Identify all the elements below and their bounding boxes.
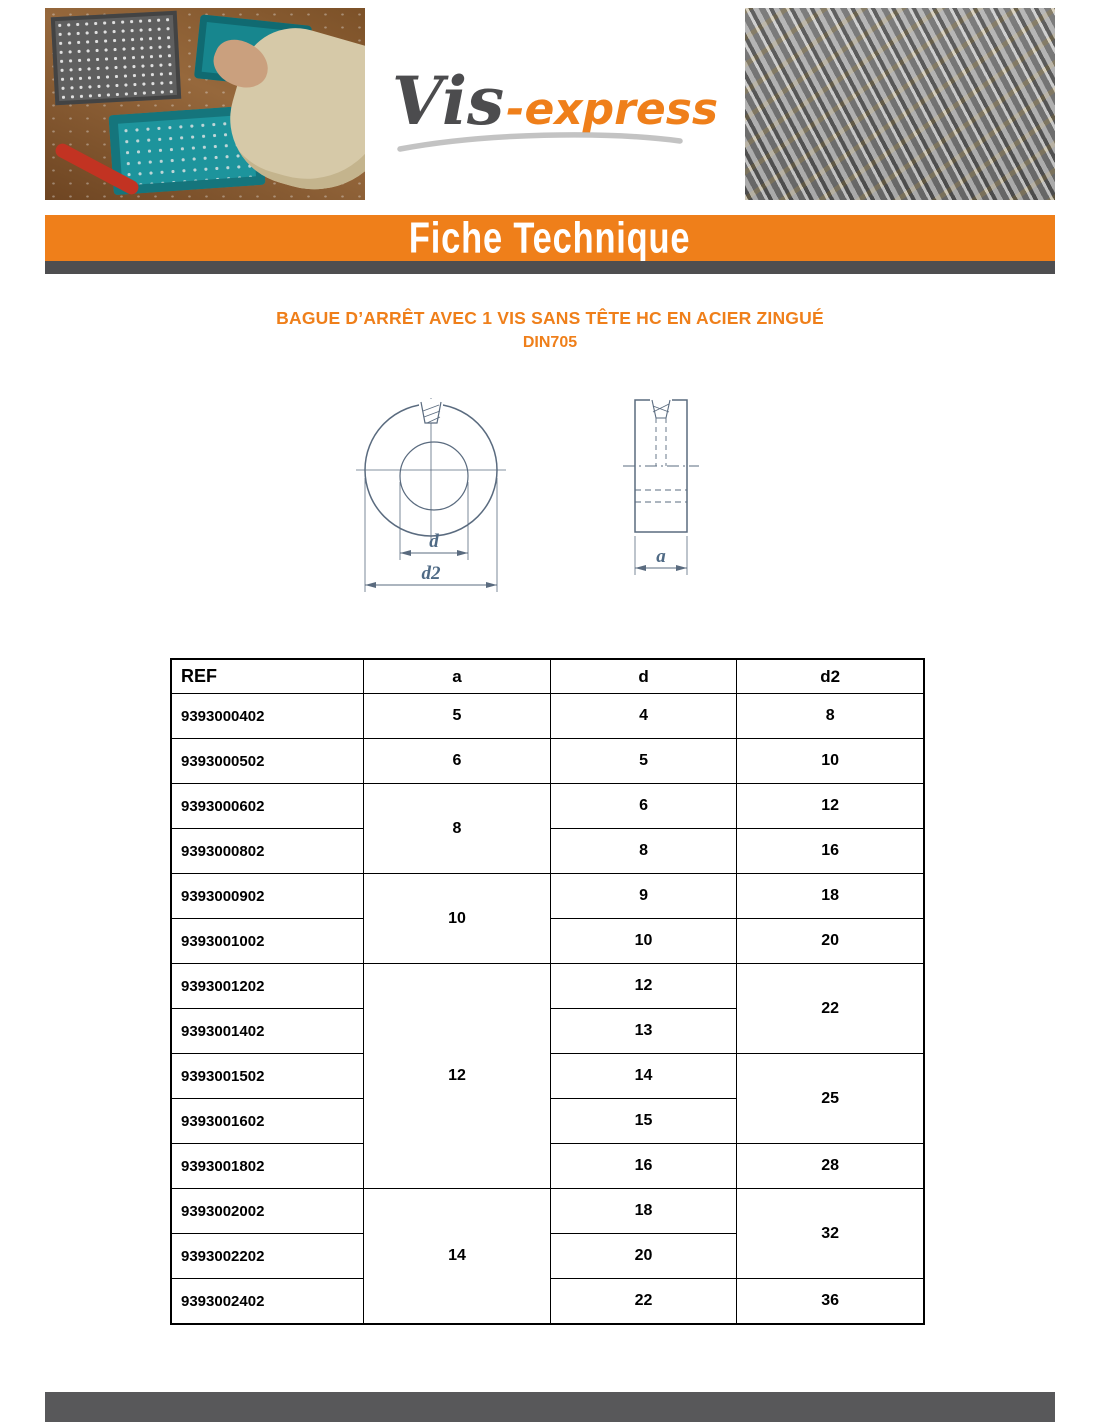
a-cell: 8 (364, 784, 551, 874)
table-row (171, 784, 924, 829)
header (45, 8, 1055, 200)
col-header-d2: d2 (737, 659, 924, 694)
ref-cell: 9393001202 (171, 964, 364, 1009)
doc-title (0, 305, 1100, 355)
logo-express: -express (506, 84, 719, 135)
d2-cell: 20 (737, 919, 924, 964)
table-row (171, 694, 924, 739)
ref-cell: 9393001602 (171, 1099, 364, 1144)
technical-drawing (270, 370, 740, 610)
ref-cell: 9393002202 (171, 1234, 364, 1279)
d2-cell: 25 (737, 1054, 924, 1144)
dim-d2-label: d2 (421, 563, 441, 584)
d-cell: 18 (550, 1189, 737, 1234)
ref-cell: 9393000502 (171, 739, 364, 784)
footer-bar (45, 1392, 1055, 1422)
d2-cell: 10 (737, 739, 924, 784)
screws-photo (745, 8, 1055, 200)
d2-cell: 8 (737, 694, 924, 739)
banner (45, 215, 1055, 261)
logo (365, 8, 745, 200)
a-cell: 10 (364, 874, 551, 964)
dim-a-label: a (656, 546, 666, 567)
d-cell: 8 (550, 829, 737, 874)
d-cell: 5 (550, 739, 737, 784)
col-header-d: d (550, 659, 737, 694)
ref-cell: 9393001002 (171, 919, 364, 964)
collar-bore-circle (400, 442, 468, 510)
ref-cell: 9393002002 (171, 1189, 364, 1234)
table-row (171, 739, 924, 784)
d-cell: 14 (550, 1054, 737, 1099)
d-cell: 15 (550, 1099, 737, 1144)
ref-cell: 9393000602 (171, 784, 364, 829)
logo-wordmark (391, 62, 719, 140)
table-row (171, 1189, 924, 1234)
logo-swoosh-icon (390, 130, 690, 154)
table-row (171, 964, 924, 1009)
d-cell: 12 (550, 964, 737, 1009)
ref-cell: 9393000902 (171, 874, 364, 919)
ref-cell: 9393002402 (171, 1279, 364, 1325)
a-cell: 14 (364, 1189, 551, 1325)
ref-cell: 9393000802 (171, 829, 364, 874)
din-reference: DIN705 (522, 334, 578, 351)
d-cell: 9 (550, 874, 737, 919)
a-cell: 6 (364, 739, 551, 784)
page-title: Fiche Technique (409, 215, 691, 261)
ref-cell: 9393001402 (171, 1009, 364, 1054)
dim-d-label: d (429, 531, 439, 552)
banner-strip (45, 261, 1055, 274)
d-cell: 20 (550, 1234, 737, 1279)
table-header-row (171, 659, 924, 694)
d2-cell: 36 (737, 1279, 924, 1325)
col-header-ref: REF (171, 659, 364, 694)
ref-cell: 9393000402 (171, 694, 364, 739)
front-view-drawing (270, 370, 590, 610)
d2-cell: 12 (737, 784, 924, 829)
d-cell: 16 (550, 1144, 737, 1189)
a-cell: 12 (364, 964, 551, 1189)
d-cell: 4 (550, 694, 737, 739)
product-title: BAGUE D’ARRÊT AVEC 1 VIS SANS TÊTE HC EN ACIER ZINGUÉ (276, 308, 824, 328)
d-cell: 13 (550, 1009, 737, 1054)
d2-cell: 28 (737, 1144, 924, 1189)
a-cell: 5 (364, 694, 551, 739)
photo-decoration (51, 11, 181, 105)
d-cell: 10 (550, 919, 737, 964)
table-row (171, 874, 924, 919)
d-cell: 22 (550, 1279, 737, 1325)
d2-cell: 16 (737, 829, 924, 874)
side-view-drawing (590, 370, 740, 610)
d2-cell: 18 (737, 874, 924, 919)
d2-cell: 32 (737, 1189, 924, 1279)
logo-vis: Vis (391, 62, 505, 140)
col-header-a: a (364, 659, 551, 694)
spec-table (170, 658, 925, 1325)
workshop-photo (45, 8, 365, 200)
ref-cell: 9393001802 (171, 1144, 364, 1189)
ref-cell: 9393001502 (171, 1054, 364, 1099)
d2-cell: 22 (737, 964, 924, 1054)
d-cell: 6 (550, 784, 737, 829)
